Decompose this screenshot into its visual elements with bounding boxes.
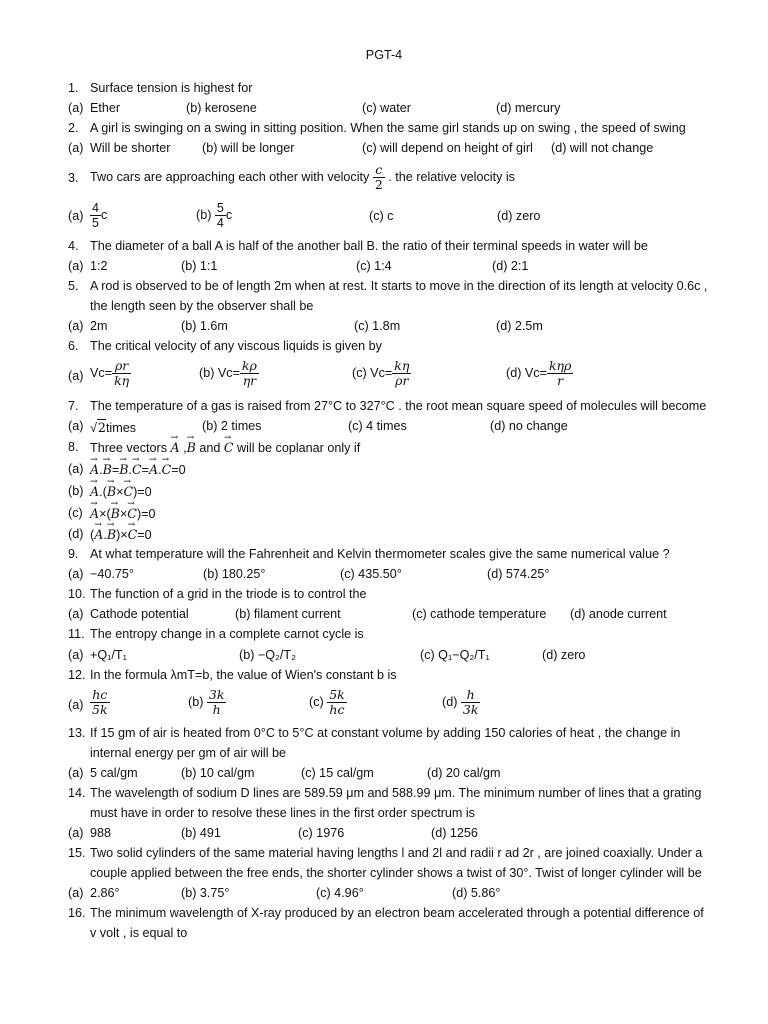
vector-c: → C (132, 462, 142, 477)
vector-b: → B (111, 506, 120, 521)
option-d: (d) 5.86° (452, 886, 501, 900)
option-a: Ether (90, 101, 121, 115)
option-c: → A×(→ B×→ C)=0 (90, 506, 156, 522)
option-label: (a) (68, 698, 84, 712)
options-6 (0, 359, 768, 393)
option-c: (c) 435.50° (340, 567, 402, 581)
denominator: ρr (395, 373, 409, 388)
denominator: kη (114, 373, 130, 388)
denominator: 4 (216, 216, 224, 230)
question-number: 11. (68, 627, 85, 641)
question-text: If 15 gm of air is heated from 0°C to 5°C at constant volume by adding 150 calories of heat , the change in (90, 726, 681, 740)
vector-b: → B (103, 462, 112, 477)
question-text-part: Three vectors (90, 441, 167, 455)
option-label: (a) (68, 259, 84, 273)
fraction-c-over-2 (373, 163, 385, 192)
option-c: (c) 1:4 (356, 259, 392, 273)
vector-c: → C (123, 484, 133, 499)
numerator: h (461, 688, 481, 703)
option-label: (a) (68, 607, 84, 621)
option-label: (a) (68, 648, 84, 662)
option-label: (a) (68, 567, 84, 581)
vector-c: → C (162, 462, 172, 477)
question-text-part: will be coplanar only if (237, 441, 361, 455)
option-c (352, 359, 411, 388)
fraction (90, 201, 101, 230)
option-tail: )=0 (136, 507, 156, 521)
fraction (240, 359, 259, 388)
option-b: (b) 3.75° (181, 886, 230, 900)
question-number: 1. (68, 81, 79, 95)
numerator: kηρ (548, 358, 572, 373)
option-d: (d) zero (542, 648, 586, 662)
question-number: 14. (68, 786, 86, 800)
option-a: Cathode potential (90, 607, 189, 621)
question-number: 9. (68, 547, 79, 561)
fraction (90, 688, 110, 717)
option-a (90, 359, 131, 388)
option-d: (d) 2.5m (496, 319, 543, 333)
page-header: PGT-4 (365, 48, 403, 62)
question-text: couple applied between the free ends, the shorter cylinder shows a twist of 30°. Twist of longer cylinder will be (90, 866, 702, 880)
option-prefix: (d) Vc= (506, 365, 547, 380)
option-prefix: (b) (188, 694, 204, 709)
option-a: → A.→ B=→ B.→ C=→ A.→ C=0 (90, 462, 186, 478)
option-c: (c) 1976 (298, 826, 345, 840)
question-text: A girl is swinging on a swing in sitting position. When the same girl stands up on swing , the speed of swing (90, 121, 686, 135)
option-b: (b) 491 (181, 826, 221, 840)
option-b: (b) 1.6m (181, 319, 228, 333)
option-a: +Q₁/T₁ (90, 648, 127, 662)
question-text: A rod is observed to be of length 2m when at rest. It starts to move in the direction of its length at velocity 0.6c , (90, 279, 708, 293)
question-3 (0, 163, 700, 197)
question-text: The diameter of a ball A is half of the another ball B. the ratio of their terminal speeds in water will be (90, 239, 648, 253)
question-number: 7. (68, 399, 79, 413)
question-text: internal energy per gm of air will be (90, 746, 286, 760)
option-a: −40.75° (90, 567, 134, 581)
option-label: (a) (68, 826, 84, 840)
numerator: kη (394, 358, 410, 373)
option-a: 2m (90, 319, 108, 333)
option-a (90, 201, 107, 230)
numerator: kρ (241, 358, 257, 373)
option-a: 1:2 (90, 259, 108, 273)
numerator: hc (90, 688, 110, 703)
vector-a: → A (149, 462, 158, 477)
question-number: 2. (68, 121, 79, 135)
question-number: 5. (68, 279, 79, 293)
question-text: At what temperature will the Fahrenheit and Kelvin thermometer scales give the same numerical value ? (90, 547, 670, 561)
option-c: (c) 15 cal/gm (301, 766, 374, 780)
option-b: → A.(→ B×→ C)=0 (90, 484, 152, 500)
vector-b: → B (187, 440, 196, 455)
numerator: ρr (112, 359, 131, 374)
question-text: Surface tension is highest for (90, 81, 253, 95)
option-d: (d) 20 cal/gm (427, 766, 501, 780)
question-number: 3. (68, 171, 79, 185)
vector-a: → A (171, 440, 180, 455)
option-a: 5 cal/gm (90, 766, 138, 780)
option-d: (d) will not change (551, 141, 654, 155)
numerator: 3k (208, 687, 225, 702)
option-label: (a) (68, 141, 84, 155)
question-number: 4. (68, 239, 79, 253)
option-b: (b) 180.25° (203, 567, 266, 581)
option-d: (d) zero (497, 209, 541, 223)
vector-b: → B (107, 527, 116, 542)
fraction (327, 688, 347, 717)
option-label: (a) (68, 766, 84, 780)
denominator: 2 (374, 177, 383, 192)
vector-a: → A (90, 506, 99, 521)
option-b: (b) 1:1 (181, 259, 218, 273)
option-text: times (105, 421, 137, 435)
option-a: √2times (90, 420, 137, 435)
option-label: (d) (68, 527, 84, 541)
denominator: h (212, 702, 221, 717)
question-text-part: and (199, 441, 221, 455)
question-number: 15. (68, 846, 86, 860)
question-text: Three vectors → A ,→ B and → C will be coplanar only if (90, 440, 360, 456)
option-b (199, 359, 259, 388)
option-label: (a) (68, 369, 84, 383)
vector-a: → A (90, 462, 99, 477)
question-text-part: Two cars are approaching each other with velocity (90, 169, 370, 184)
vector-a: → A (94, 527, 103, 542)
option-b: (b) 10 cal/gm (181, 766, 255, 780)
option-b: (b) kerosene (186, 101, 257, 115)
option-c: (c) will depend on height of girl (362, 141, 533, 155)
option-tail: )=0 (133, 485, 152, 499)
option-a (90, 688, 110, 717)
question-number: 16. (68, 906, 86, 920)
question-number: 10. (68, 587, 86, 601)
option-a: 2.86° (90, 886, 120, 900)
option-a: 988 (90, 826, 112, 840)
option-d (506, 359, 573, 388)
denominator: ηr (242, 373, 257, 388)
option-prefix: (c) (309, 694, 324, 709)
option-d: (d) 1256 (431, 826, 478, 840)
numerator: c (373, 163, 385, 178)
vector-c: → C (127, 506, 137, 521)
option-d (442, 688, 480, 717)
option-prefix: (c) Vc= (352, 365, 393, 380)
option-d: (d) 574.25° (487, 567, 550, 581)
sqrt-radicand: 2 (97, 420, 106, 435)
fraction (112, 359, 131, 388)
question-text: Two solid cylinders of the same material having lengths l and 2l and radii r ad 2r , are joined coaxially. Under a (90, 846, 703, 860)
option-prefix: Vc= (90, 365, 113, 380)
option-label: (a) (68, 101, 84, 115)
vector-b: → B (107, 484, 116, 499)
option-label: (a) (68, 462, 84, 476)
option-prefix: (b) (196, 207, 212, 222)
question-number: 13. (68, 726, 86, 740)
fraction (392, 359, 411, 388)
option-c: (c) 1.8m (354, 319, 401, 333)
question-text: The minimum wavelength of X-ray produced by an electron beam accelerated through a potential difference of (90, 906, 704, 920)
option-c: (c) water (362, 101, 411, 115)
option-suffix: c (100, 207, 108, 222)
option-b (188, 688, 226, 717)
question-text: must have in order to resolve these lines in the first order spectrum is (90, 806, 475, 820)
numerator: 4 (92, 201, 99, 215)
option-label: (b) (68, 484, 84, 498)
numerator: 5 (216, 201, 224, 215)
fraction (461, 688, 481, 717)
option-tail: =0 (137, 528, 152, 542)
option-suffix: c (225, 207, 233, 222)
option-prefix: (b) Vc= (199, 365, 240, 380)
vector-c: → C (224, 440, 234, 455)
option-c: (c) c (369, 209, 394, 223)
question-text: v volt , is equal to (90, 926, 188, 940)
fraction (215, 201, 226, 230)
option-c: (c) 4 times (348, 419, 407, 433)
option-label: (c) (68, 506, 83, 520)
option-label: (a) (68, 209, 84, 223)
option-c (309, 688, 347, 717)
option-d: (d) anode current (570, 607, 667, 621)
denominator: 3k (462, 702, 479, 717)
denominator: 5 (92, 216, 99, 230)
option-d: (d) no change (490, 419, 568, 433)
question-text: The entropy change in a complete carnot cycle is (90, 627, 364, 641)
option-c: (c) cathode temperature (412, 607, 547, 621)
question-text: The wavelength of sodium D lines are 589.59 μm and 588.99 μm. The minimum number of lines that a grating (90, 786, 702, 800)
question-text: The function of a grid in the triode is to control the (90, 587, 367, 601)
option-tail: =0 (171, 463, 186, 477)
option-label: (a) (68, 319, 84, 333)
question-text: the length seen by the observer shall be (90, 299, 314, 313)
denominator: hc (329, 702, 345, 717)
option-c: (c) 4.96° (316, 886, 364, 900)
option-d: (→ A.→ B)×→ C=0 (90, 527, 152, 543)
fraction (207, 688, 227, 717)
option-b: (b) 2 times (202, 419, 262, 433)
options-12 (0, 688, 768, 722)
denominator: 5k (92, 702, 108, 717)
question-text: The critical velocity of any viscous liquids is given by (90, 339, 382, 353)
question-text (90, 163, 515, 192)
fraction (547, 359, 573, 388)
option-b: (b) filament current (235, 607, 341, 621)
vector-c: → C (128, 527, 138, 542)
question-number: 6. (68, 339, 79, 353)
vector-a: → A (90, 484, 99, 499)
option-a: Will be shorter (90, 141, 171, 155)
question-number: 8. (68, 440, 79, 454)
option-label: (a) (68, 886, 84, 900)
option-c: (c) Q₁−Q₂/T₁ (420, 648, 490, 662)
option-d: (d) mercury (496, 101, 561, 115)
question-number: 12. (68, 668, 86, 682)
option-d: (d) 2:1 (492, 259, 529, 273)
option-b: (b) will be longer (202, 141, 295, 155)
question-text: In the formula λmT=b, the value of Wien's constant b is (90, 668, 397, 682)
option-prefix: (d) (442, 694, 458, 709)
option-label: (a) (68, 419, 84, 433)
question-text-part: . the relative velocity is (388, 169, 515, 184)
question-text: The temperature of a gas is raised from 27°C to 327°C . the root mean square speed of molecules will become (90, 399, 707, 413)
numerator: 5k (329, 687, 345, 702)
option-b (196, 201, 232, 230)
vector-b: → B (119, 462, 128, 477)
option-b: (b) −Q₂/T₂ (239, 648, 297, 662)
options-3 (0, 201, 768, 233)
denominator: r (557, 373, 564, 388)
